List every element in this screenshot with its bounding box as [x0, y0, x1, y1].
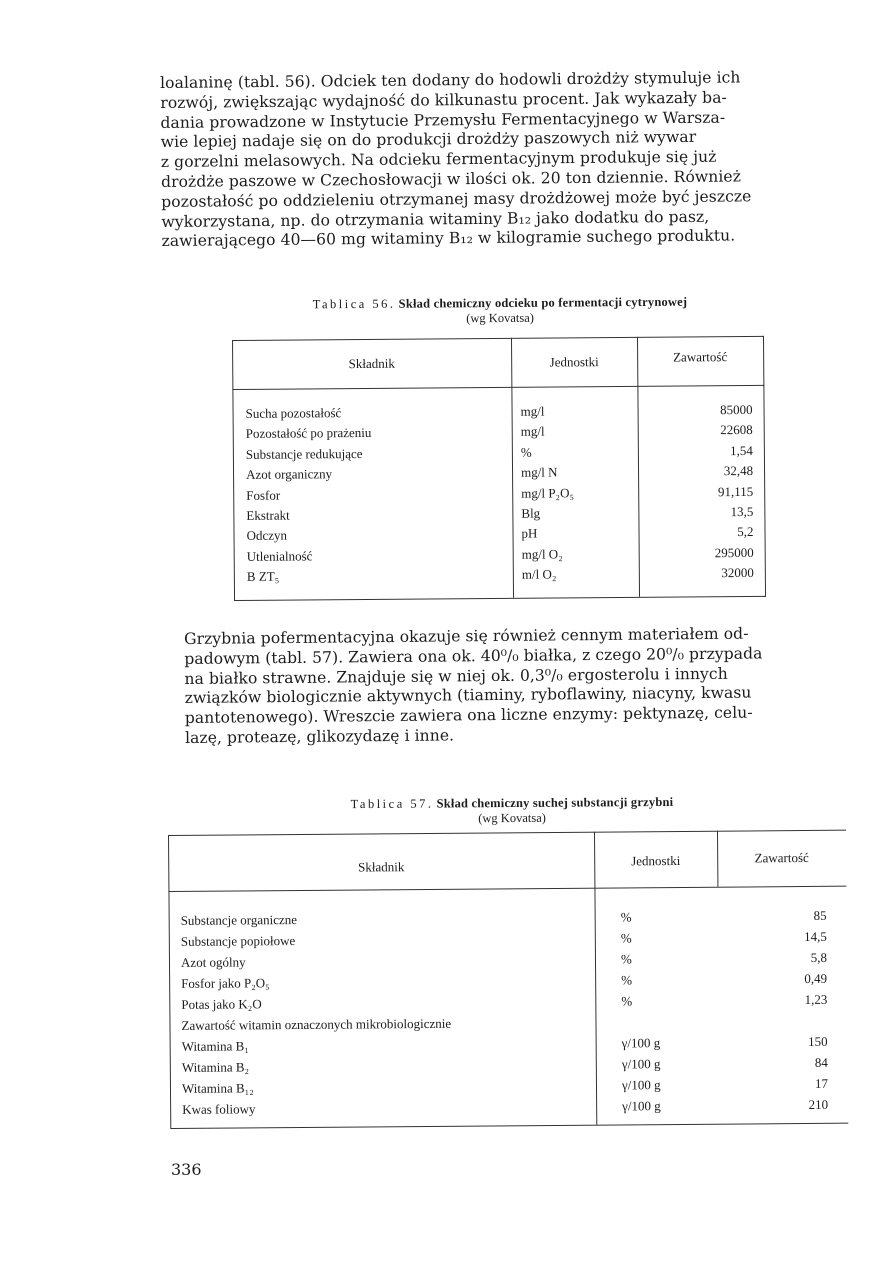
table-56-title: Skład chemiczny odcieku po fermentacji cytrynowej [398, 294, 688, 311]
paragraph-line: wykorzystana, np. do otrzymania witaminy B₁₂ jako dodatku do pasz, [161, 207, 710, 231]
table-57-label: Tablica 57. [350, 796, 434, 812]
paragraph-line: lazę, proteazę, glikozydazę i inne. [184, 726, 455, 747]
body-paragraph-2 [184, 624, 842, 749]
table-row: Witamina B₂ γ/100 g 84 [181, 1054, 828, 1075]
table-row: Substancje redukujące % 1,54 [245, 442, 753, 462]
paragraph-line: rozwój, zwiększając wydajność do kilkunastu procent. Jak wykazały ba- [160, 88, 727, 112]
table-56 [232, 336, 766, 602]
table-57 [168, 830, 848, 1130]
table-row: Ekstrakt Blg 13,5 [246, 503, 754, 523]
paragraph-line: zawierającego 40—60 mg witaminy B₁₂ w kilogramie suchego produktu. [161, 226, 736, 251]
table-row: Utlenialność mg/l O₂ 295000 [246, 544, 754, 564]
column-header: Składnik [348, 355, 395, 372]
paragraph-line: padowym (tabl. 57). Zawiera ona ok. 40⁰/₀ białka, z czego 20⁰/₀ przypada [184, 644, 763, 668]
table-row: Pozostałość po prażeniu mg/l 22608 [245, 422, 753, 442]
paragraph-line: pantotenowego). Wreszcie zawiera ona liczne enzymy: pektynazę, celu- [184, 703, 753, 728]
table-56-caption [230, 293, 770, 327]
table-row: Potas jako K₂O % 1,23 [181, 991, 828, 1012]
table-56-label: Tablica 56. [312, 296, 396, 312]
table-57-title: Skład chemiczny suchej substancji grzybni [436, 794, 674, 811]
column-header: Jednostki [631, 852, 681, 869]
paragraph-line: z gorzelni melasowych. Na odcieku fermentacyjnym produkuje się już [160, 147, 717, 172]
paragraph-line: wie lepiej nadaje się on do produkcji drożdży paszowych niż wywar [160, 128, 697, 152]
table-row: Azot organiczny mg/l N 32,48 [245, 463, 754, 483]
table-row: Kwas foliowy γ/100 g 210 [182, 1096, 829, 1117]
table-57-caption [262, 793, 762, 826]
paragraph-line: loalaninę (tabl. 56). Odciek ten dodany do hodowli drożdży stymuluje ich [160, 68, 741, 92]
table-row: Witamina B₁ γ/100 g 150 [181, 1033, 828, 1054]
table-row: Witamina B₁₂ γ/100 g 17 [181, 1075, 829, 1096]
column-header: Składnik [358, 859, 405, 875]
table-row: Azot ogólny % 5,8 [180, 949, 828, 970]
table-row: Odczyn pH 5,2 [246, 524, 754, 544]
column-header: Zawartość [673, 349, 728, 365]
table-row: Zawartość witamin oznaczonych mikrobiologicznie [181, 1015, 452, 1033]
paragraph-line: pozostałość po oddzieleniu otrzymanej masy drożdżowej może być jeszcze [161, 187, 752, 211]
table-row: B ZT₅ m/l O₂ 32000 [246, 565, 754, 585]
table-row: Sucha pozostałość mg/l 85000 [245, 401, 753, 421]
body-paragraph-1 [160, 68, 837, 253]
table-56-source: (wg Kovatsa) [466, 310, 534, 326]
table-row: Fosfor jako P₂O₅ % 0,49 [181, 970, 828, 991]
table-row: Substancje popiołowe % 14,5 [180, 928, 827, 949]
column-header: Jednostki [549, 354, 599, 370]
paragraph-line: związków biologicznie aktywnych (tiaminy, ryboflawiny, niacyny, kwasu [184, 683, 752, 708]
paragraph-line: Grzybnia pofermentacyjna okazuje się również cennym materiałem od- [184, 624, 749, 648]
column-header: Zawartość [754, 849, 809, 866]
paragraph-line: na białko strawne. Znajduje się w niej ok. 0,3⁰/₀ ergosterolu i innych [184, 664, 728, 688]
table-row: Fosfor mg/l P₂O₅ 91,115 [246, 483, 754, 503]
table-57-source: (wg Kovatsa) [478, 810, 546, 826]
paragraph-line: drożdże paszowe w Czechosłowacji w ilości ok. 20 ton dziennie. Również [160, 167, 742, 191]
table-row: Substancje organiczne % 85 [180, 907, 827, 928]
page-number: 336 [171, 1160, 202, 1179]
paragraph-line: dania prowadzone w Instytucie Przemysłu Fermentacyjnego w Warsza- [160, 108, 726, 132]
